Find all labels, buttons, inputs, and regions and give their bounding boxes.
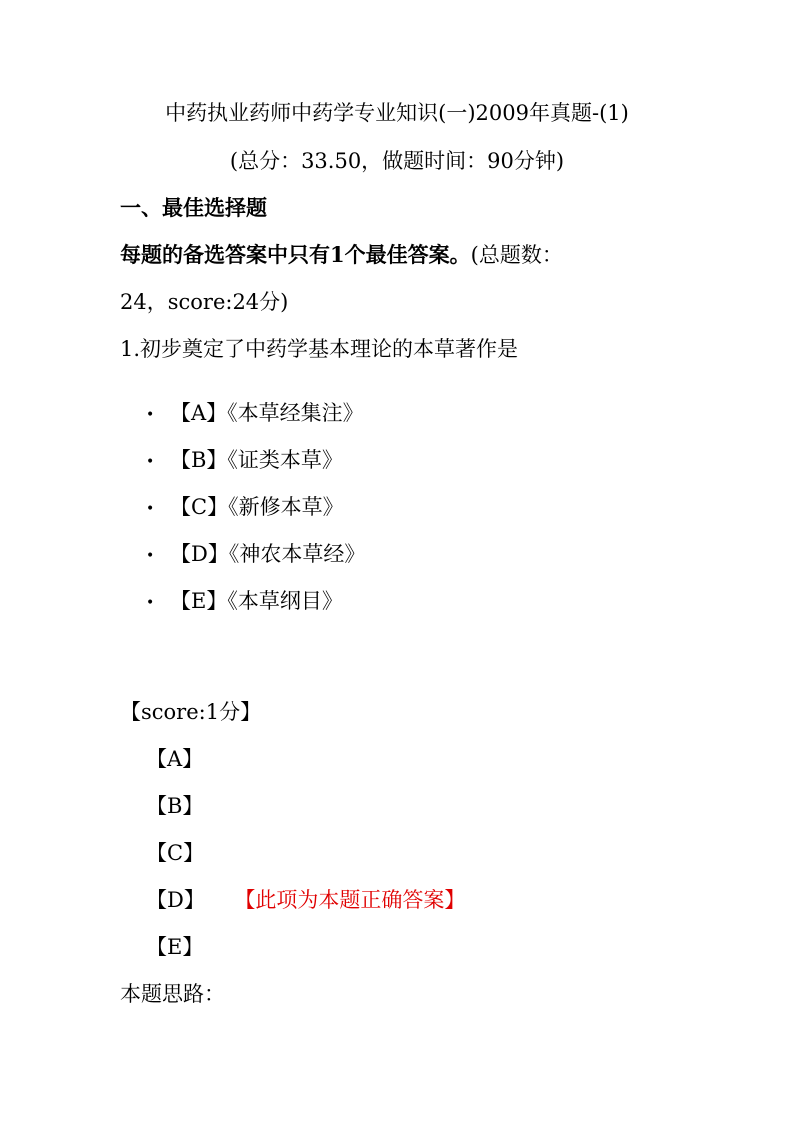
section-heading: 一、最佳选择题 [120, 195, 267, 220]
bullet-icon: • [146, 406, 155, 423]
answer-choice-a: 【A】 [146, 747, 204, 771]
option-c [146, 492, 344, 524]
option-b [146, 445, 343, 477]
section-instruction [120, 240, 563, 270]
bullet-icon: • [146, 500, 155, 517]
instruction-rest: (总题数： [470, 243, 563, 267]
answer-choice-c: 【C】 [146, 841, 205, 865]
explanation-label: 本题思路： [120, 982, 225, 1006]
answer-score: 【score:1分】 [120, 700, 262, 724]
option-a [146, 398, 364, 430]
option-a-text: 【A】《本草经集注》 [170, 401, 364, 425]
answer-choice-d-row [146, 885, 465, 915]
page-title: 中药执业药师中药学专业知识(一)2009年真题-(1) [165, 101, 629, 125]
answer-choice-e: 【E】 [146, 935, 204, 959]
option-d-text: 【D】《神农本草经》 [170, 542, 366, 566]
option-d [146, 539, 365, 571]
correct-answer-marker: 【此项为本题正确答案】 [244, 888, 466, 912]
bullet-icon: • [146, 594, 155, 611]
option-e-text: 【E】《本草纲目》 [170, 589, 343, 613]
answer-choice-b: 【B】 [146, 794, 204, 818]
bullet-icon: • [146, 547, 155, 564]
answer-choice-d: 【D】 [146, 888, 205, 912]
page-subtitle: (总分：33.50，做题时间：90分钟) [229, 149, 565, 173]
question-stem: 1.初步奠定了中药学基本理论的本草著作是 [120, 337, 519, 361]
option-c-text: 【C】《新修本草》 [170, 495, 344, 519]
section-instruction-line2: 24，score:24分) [120, 290, 289, 314]
option-e [146, 586, 343, 618]
bullet-icon: • [146, 453, 155, 470]
instruction-bold: 每题的备选答案中只有1个最佳答案。 [120, 242, 471, 267]
option-b-text: 【B】《证类本草》 [170, 448, 343, 472]
